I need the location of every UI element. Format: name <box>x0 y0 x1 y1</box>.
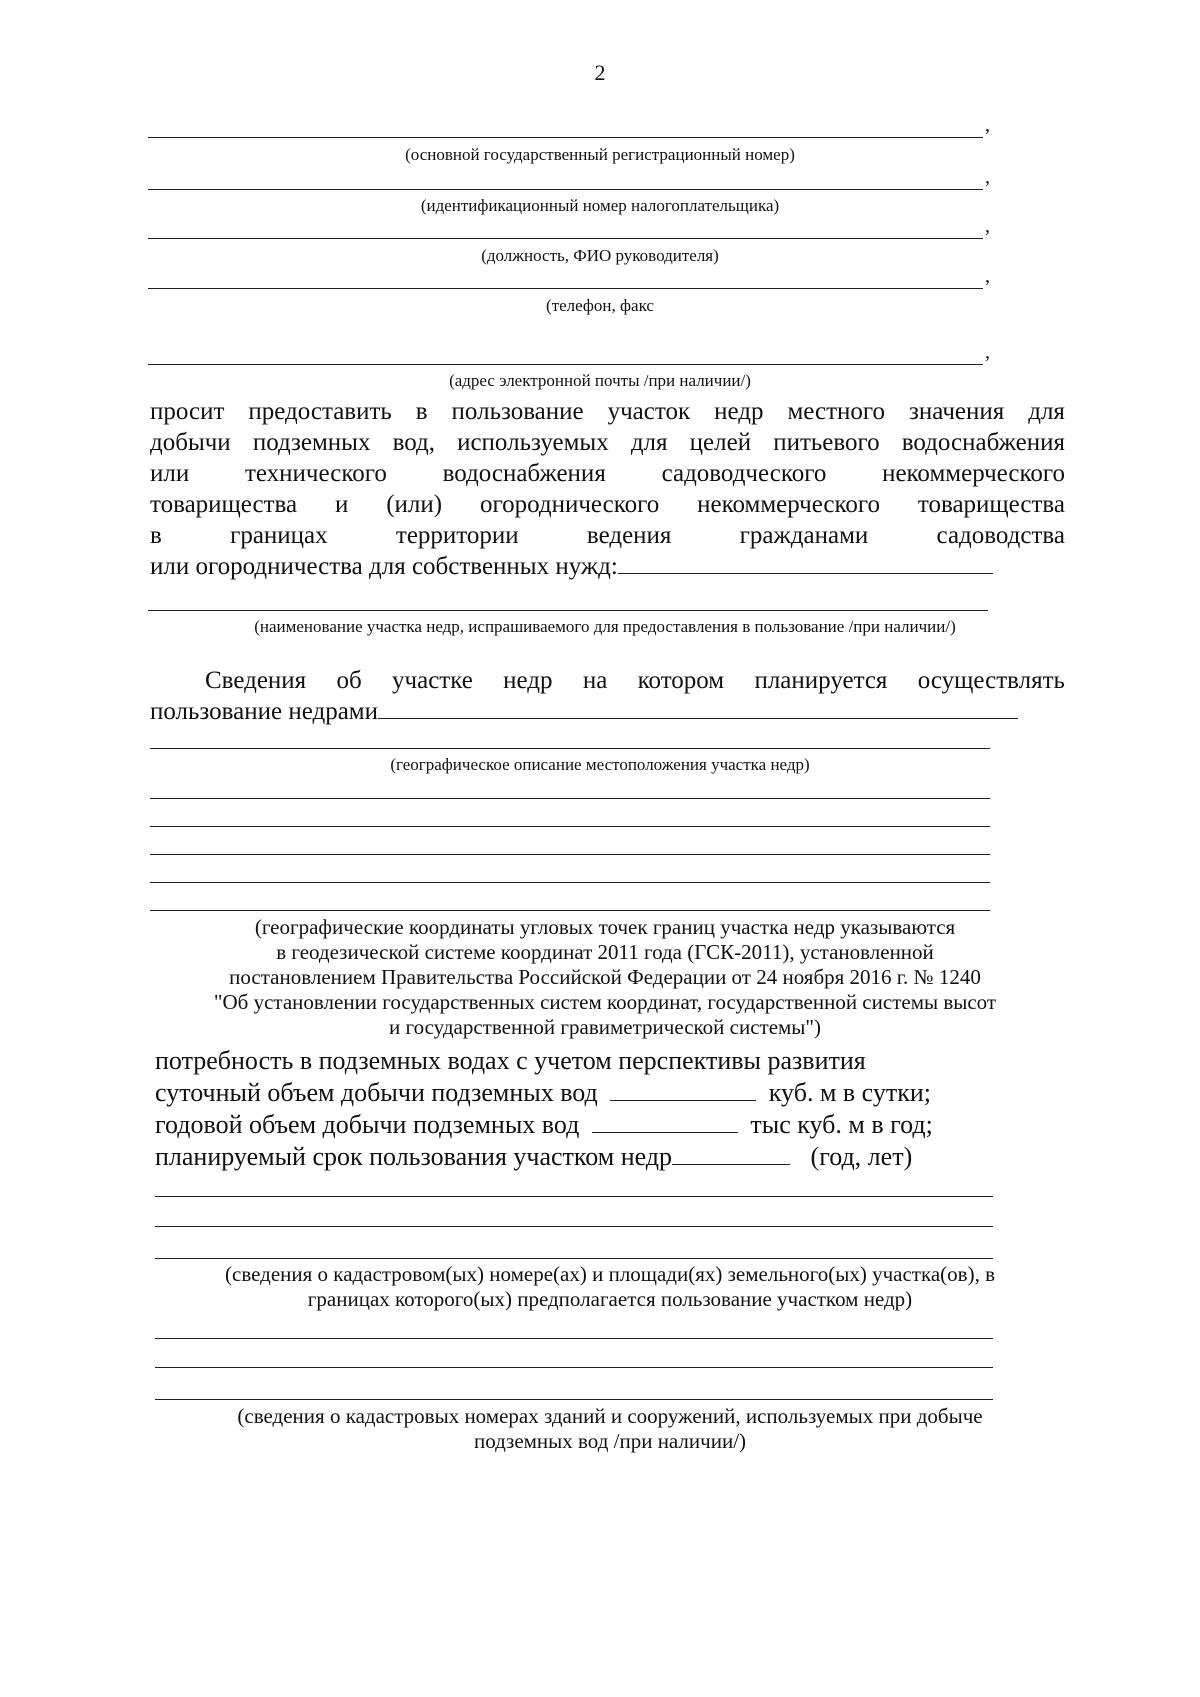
request-line <box>150 458 1065 489</box>
coords-field-line[interactable] <box>150 826 990 827</box>
coords-caption-line: и государственной гравиметрической системы") <box>389 1015 821 1039</box>
request-word: некоммерческого <box>882 460 1065 487</box>
inn-comma: , <box>985 166 990 188</box>
site-info-paragraph <box>150 665 1065 727</box>
request-word: водоснабжения <box>901 429 1065 456</box>
subsoil-use-field[interactable] <box>378 698 1018 719</box>
request-word: некоммерческого <box>697 491 881 518</box>
phone-field-line[interactable] <box>148 288 983 289</box>
request-word: для <box>630 429 668 456</box>
request-last-line <box>150 551 1065 582</box>
request-word: огороднического <box>479 491 660 518</box>
site-info-word: недр <box>503 667 553 694</box>
cadastre-land-field-line[interactable] <box>155 1258 993 1259</box>
request-word: и <box>334 491 349 518</box>
request-paragraph <box>150 396 1065 582</box>
request-word: просит <box>150 398 225 425</box>
ogrn-field-line[interactable] <box>148 137 983 138</box>
request-word: товарищества <box>150 491 298 518</box>
coords-caption-line: постановлением Правительства Российской Федерации от 24 ноября 2016 г. № 1240 <box>229 965 981 989</box>
request-word: ведения <box>586 522 672 549</box>
cadastre-land-field-line[interactable] <box>155 1226 993 1227</box>
request-word: значения <box>908 398 1005 425</box>
coords-caption-line: в геодезической системе координат 2011 года (ГСК-2011), установленной <box>276 940 934 964</box>
request-word: территории <box>395 522 519 549</box>
request-word: технического <box>244 460 387 487</box>
term-row <box>155 1141 933 1173</box>
request-word: вод, <box>392 429 435 456</box>
annual-volume-unit: тыс куб. м в год; <box>750 1110 933 1139</box>
annual-volume-label: годовой объем добычи подземных вод <box>155 1110 580 1139</box>
request-word: или <box>150 460 190 487</box>
cadastre-buildings-caption <box>150 1404 1070 1454</box>
email-field-line[interactable] <box>148 364 983 365</box>
coords-field-line[interactable] <box>150 854 990 855</box>
site-name-field-line[interactable] <box>148 610 988 611</box>
request-word: местного <box>787 398 886 425</box>
cadastre-buildings-caption-line: подземных вод /при наличии/) <box>473 1429 747 1453</box>
coords-caption-line: "Об установлении государственных систем координат, государственной системы высот <box>213 990 997 1014</box>
coords-field-line[interactable] <box>150 910 990 911</box>
request-word: пользование <box>451 398 584 425</box>
head-field-line[interactable] <box>148 238 983 239</box>
site-name-caption: (наименование участка недр, испрашиваемого для предоставления в пользование /при наличии/) <box>254 617 956 636</box>
request-word: в <box>415 398 428 425</box>
request-line <box>150 396 1065 427</box>
term-field[interactable] <box>672 1144 790 1165</box>
term-unit: (год, лет) <box>810 1142 913 1171</box>
request-line <box>150 489 1065 520</box>
request-word: используемых <box>457 429 609 456</box>
site-info-line <box>150 665 1065 696</box>
phone-comma: , <box>985 265 990 287</box>
daily-volume-field[interactable] <box>610 1080 756 1101</box>
site-info-word: Сведения <box>205 667 307 694</box>
coords-field-line[interactable] <box>150 798 990 799</box>
site-info-word: осуществлять <box>917 667 1065 694</box>
cadastre-buildings-field-line[interactable] <box>155 1338 993 1339</box>
needs-block <box>155 1045 933 1173</box>
site-info-word: котором <box>637 667 725 694</box>
annual-volume-field[interactable] <box>592 1112 738 1133</box>
inn-field-line[interactable] <box>148 189 983 190</box>
request-word: добычи <box>150 429 231 456</box>
cadastre-land-field-line[interactable] <box>155 1196 993 1197</box>
daily-volume-label: суточный объем добычи подземных вод <box>155 1078 598 1107</box>
cadastre-land-caption-line: границах которого(ых) предполагается пользование участком недр) <box>307 1287 913 1311</box>
request-word: товарищества <box>917 491 1065 518</box>
request-word: питьевого <box>773 429 880 456</box>
term-label: планируемый срок пользования участком недр <box>155 1142 673 1171</box>
email-caption: (адрес электронной почты /при наличии/) <box>449 371 751 390</box>
page-number: 2 <box>594 60 606 85</box>
own-needs-field[interactable] <box>618 553 993 574</box>
cadastre-buildings-field-line[interactable] <box>155 1367 993 1368</box>
coords-caption <box>140 915 1070 1040</box>
cadastre-buildings-caption-line: (сведения о кадастровых номерах зданий и сооружений, используемых при добыче <box>237 1404 983 1428</box>
request-word: садоводства <box>936 522 1065 549</box>
request-word: для <box>1028 398 1065 425</box>
site-info-second-line <box>150 696 1065 727</box>
inn-caption: (идентификационный номер налогоплательщика) <box>420 196 780 215</box>
site-info-word: планируется <box>754 667 888 694</box>
daily-volume-row <box>155 1077 933 1109</box>
request-word: садоводческого <box>661 460 827 487</box>
site-info-second-text: пользование недрами <box>150 698 378 725</box>
ogrn-caption: (основной государственный регистрационный номер) <box>405 145 795 164</box>
request-word: предоставить <box>248 398 392 425</box>
geo-desc-caption: (географическое описание местоположения участка недр) <box>390 755 810 774</box>
request-word: целей <box>689 429 752 456</box>
annual-volume-row <box>155 1109 933 1141</box>
daily-volume-unit: куб. м в сутки; <box>768 1078 932 1107</box>
request-word: недр <box>714 398 764 425</box>
head-comma: , <box>985 215 990 237</box>
coords-field-line[interactable] <box>150 882 990 883</box>
phone-caption: (телефон, факс <box>546 296 654 315</box>
cadastre-buildings-field-line[interactable] <box>155 1399 993 1400</box>
head-caption: (должность, ФИО руководителя) <box>481 246 719 265</box>
request-last-text: или огородничества для собственных нужд: <box>150 553 618 580</box>
site-info-word: об <box>336 667 362 694</box>
request-line <box>150 520 1065 551</box>
request-word: участок <box>607 398 691 425</box>
request-line <box>150 427 1065 458</box>
request-word: границах <box>230 522 328 549</box>
cadastre-land-caption-line: (сведения о кадастровом(ых) номере(ах) и площади(ях) земельного(ых) участка(ов), в <box>225 1262 995 1286</box>
coords-caption-line: (географические координаты угловых точек границ участка недр указываются <box>254 915 956 939</box>
site-info-word: участке <box>392 667 473 694</box>
request-word: в <box>150 522 162 549</box>
site-info-word: на <box>582 667 608 694</box>
request-word: водоснабжения <box>442 460 606 487</box>
geo-desc-field-line[interactable] <box>150 748 990 749</box>
email-comma: , <box>985 341 990 363</box>
request-word: (или) <box>386 491 443 518</box>
needs-heading: потребность в подземных водах с учетом перспективы развития <box>155 1046 866 1075</box>
cadastre-land-caption <box>150 1262 1070 1312</box>
ogrn-comma: , <box>985 114 990 136</box>
request-word: подземных <box>252 429 371 456</box>
request-word: гражданами <box>739 522 869 549</box>
